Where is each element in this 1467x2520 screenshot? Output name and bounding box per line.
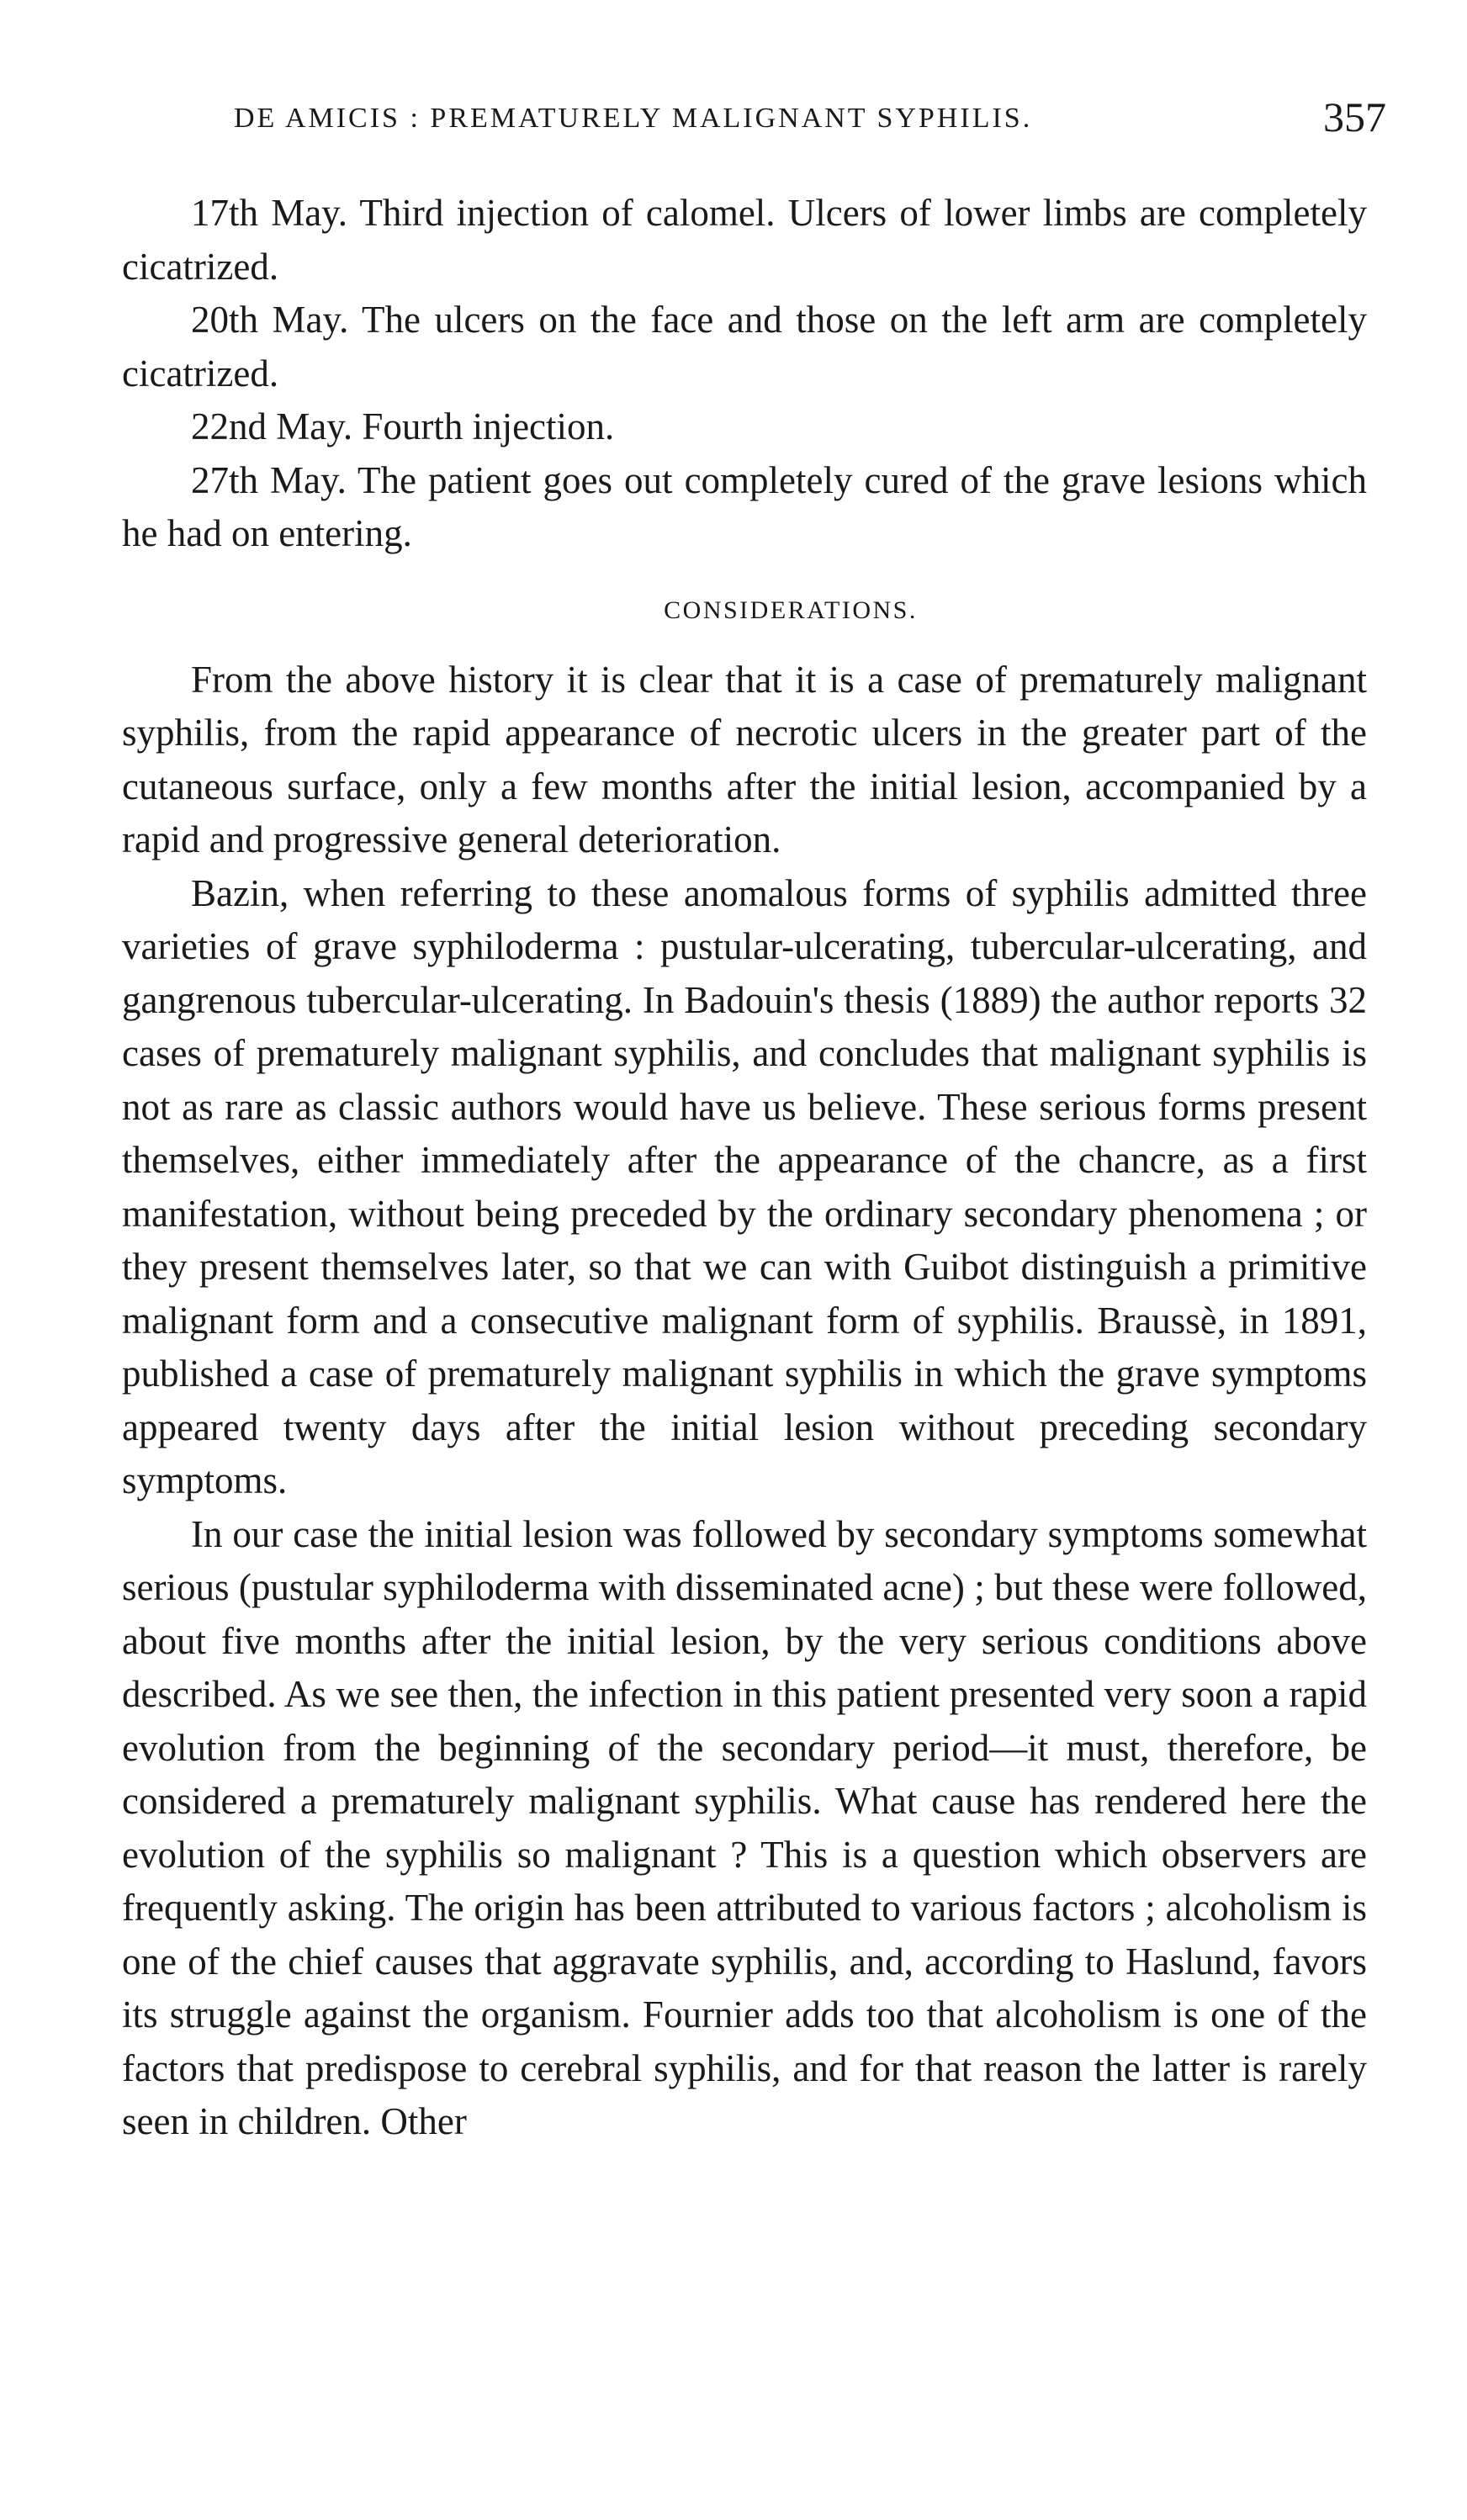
body-paragraph: Bazin, when referring to these anomalous forms of syphilis admitted three varieties of grave syphiloderma : pustular-ulcerating, tubercular-ulcerating, and gangrenous tubercular-ulcerating. In Badouin's thesis (1889) the author reports 32 cases of prematurely malignant syphilis, and concludes that malignant syphilis is not as rare as classic authors would have us believe. These serious forms present themselves, either immediately after the appearance of the chancre, as a first manifestation, without being preceded by the ordinary secondary phenomena ; or they present themselves later, so that we can with Guibot distinguish a primitive malignant form and a consecutive malignant form of syphilis. Braussè, in 1891, published a case of prematurely malignant syphilis in which the grave symptoms appeared twenty days after the initial lesion without preceding secondary symptoms.: [122, 871, 1367, 1501]
page-number: 357: [1323, 93, 1386, 140]
section-heading: CONSIDERATIONS.: [664, 596, 918, 624]
case-note: 22nd May. Fourth injection.: [191, 405, 615, 447]
case-note: 27th May. The patient goes out completely cured of the grave lesions which he had on entering.: [122, 458, 1367, 554]
body-paragraph: In our case the initial lesion was followed by secondary symptoms somewhat serious (pustular syphiloderma with disseminated acne) ; but these were followed, about five months after the initial lesion, by the very serious conditions above described. As we see then, the infection in this patient presented very soon a rapid evolution from the beginning of the secondary period—it must, therefore, be considered a prematurely malignant syphilis. What cause has rendered here the evolution of the syphilis so malignant ? This is a question which observers are frequently asking. The origin has been attributed to various factors ; alcoholism is one of the chief causes that aggravate syphilis, and, according to Haslund, favors its struggle against the organism. Fournier adds too that alcoholism is one of the factors that predispose to cerebral syphilis, and for that reason the latter is rarely seen in children. Other: [122, 1512, 1367, 2142]
case-note: 17th May. Third injection of calomel. Ulcers of lower limbs are completely cicatrized.: [122, 192, 1367, 288]
running-head: [234, 93, 1386, 151]
case-note: 20th May. The ulcers on the face and those on the left arm are completely cicatrized.: [122, 299, 1367, 394]
body-paragraph: From the above history it is clear that it is a case of prematurely malignant syphilis, from the rapid appearance of necrotic ulcers in the greater part of the cutaneous surface, only a few months after the initial lesion, accompanied by a rapid and progressive general deterioration.: [122, 658, 1367, 860]
body-text: [122, 187, 1367, 2149]
running-title: DE AMICIS : PREMATURELY MALIGNANT SYPHILIS.: [234, 103, 1033, 134]
